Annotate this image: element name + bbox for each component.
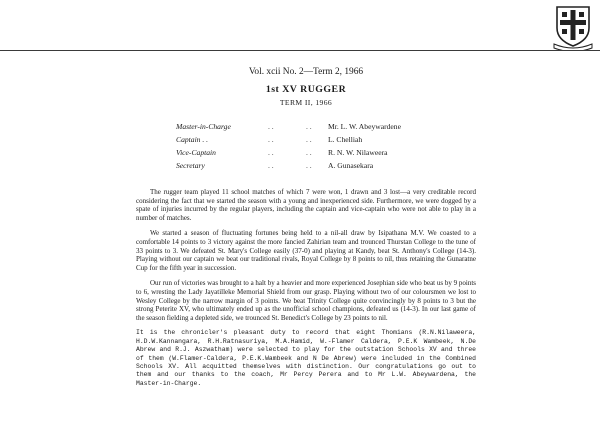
official-leader-dots: . . (306, 135, 312, 144)
article-title: 1st XV RUGGER (265, 84, 347, 95)
paragraph-early-matches: We started a season of fluctuating fortunes being held to a nil-all draw by Isipathana M.V. We coasted to a comfortable 14 points to 3 victory against the more fancied Zahirian team and trounced Thurstan College to the tune of 33 points to 3. We defeated St. Mary's College easily (37-0) and playing at Kandy, beat St. Anthony's College (14-3). Playing without our captain we beat our traditional rivals, Royal College by 8 points to nil, thus retaining the Gunaratne Cup for the fifth year in succession. (136, 229, 476, 272)
official-role: Secretary (176, 161, 205, 170)
paragraph-selections: It is the chronicler's pleasant duty to record that eight Thomians (R.N.Nilaweera, H.D.W.Kannangara, R.H.Ratnasuriya, M.A.Hamid, W.-Flamer Caldera, P.E.K Wambeek, N.De Abrew and R.J. Aszwatham) were selected to play for the outstation Schools XV and three of them (W.Flamer-Caldera, P.E.K.Wambeek and N De Abrew) were included in the Combined Schools XV. All acquitted themselves with distinction. Our congratulations go out to them and our thanks to the coach, Mr Percy Perera and to Mr L.W. Abeywardena, the Master-in-Charge. (136, 329, 476, 387)
official-role: Vice-Captain (176, 148, 216, 157)
official-leader-dots: . . (268, 148, 274, 157)
official-role: Master-in-Charge (176, 122, 231, 131)
article (136, 66, 476, 395)
header-divider (0, 50, 600, 51)
official-leader-dots: . . (268, 122, 274, 131)
official-name: L. Chelliah (328, 135, 363, 144)
official-leader-dots: . . (306, 122, 312, 131)
officials-table (176, 122, 401, 174)
official-row (176, 135, 401, 148)
paragraph-late-matches: Our run of victories was brought to a halt by a heavier and more experienced Josephian side who beat us by 9 points to 6, wresting the Lady Jayatilleke Memorial Shield from our grasp. Playing without two of our coloursmen we lost to Wesley College by the narrow margin of 3 points. We beat Trinity College quite convincingly by 8 points to 3 but the strong Peterite XV, who ultimately ended up as the unofficial school champions, defeated us (14-3). In our last game of the season fielding a depleted side, we trounced St. Benedict's College by 23 points to nil. (136, 279, 476, 322)
official-name: A. Gunasekara (328, 161, 374, 170)
official-role: Captain . . (176, 135, 209, 144)
official-name: R. N. W. Nilaweera (328, 148, 388, 157)
official-row (176, 122, 401, 135)
official-leader-dots: . . (306, 161, 312, 170)
school-crest-icon (551, 4, 595, 50)
official-row (176, 148, 401, 161)
official-row (176, 161, 401, 174)
paragraph-season-summary: The rugger team played 11 school matches of which 7 were won, 1 drawn and 3 lost—a very creditable record considering the fact that we started the season with a young and inexperienced side. Furthermore, we were dogged by a spate of injuries incurred by the regular players, including the captain and vice-captain who were not able to play in a number of matches. (136, 188, 476, 222)
official-leader-dots: . . (306, 148, 312, 157)
official-name: Mr. L. W. Abeywardene (328, 122, 401, 131)
volume-line: Vol. xcii No. 2—Term 2, 1966 (248, 67, 364, 77)
official-leader-dots: . . (268, 161, 274, 170)
official-leader-dots: . . (268, 135, 274, 144)
article-subtitle: TERM II, 1966 (279, 98, 333, 107)
crest-logo (551, 4, 595, 50)
